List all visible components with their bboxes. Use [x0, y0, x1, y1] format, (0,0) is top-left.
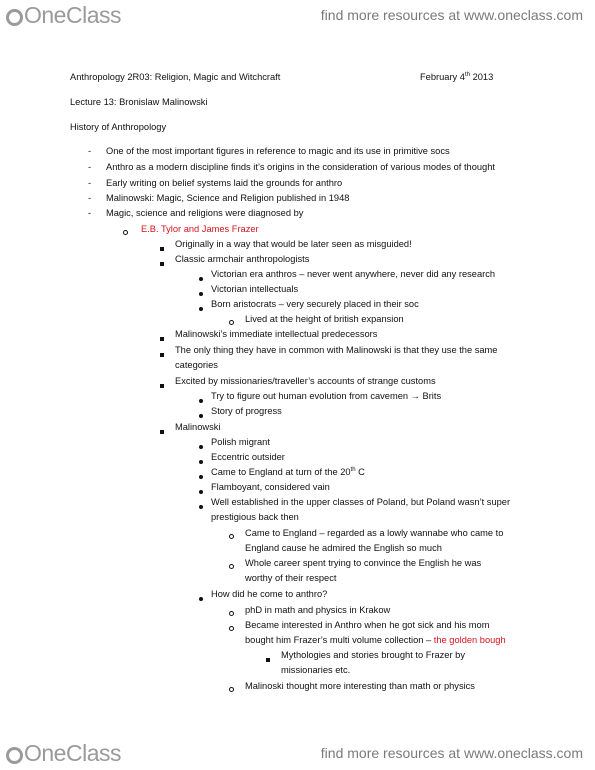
list-item: Malinowski: Magic, Science and Religion published in 1948 — [106, 193, 350, 203]
dash-bullet — [88, 146, 91, 157]
list-item: Came to England – regarded as a lowly wannabe who came to — [245, 528, 504, 538]
list-item-continued: prestigious back then — [211, 512, 299, 522]
list-item: Well established in the upper classes of Poland, but Poland wasn’t super — [211, 497, 511, 507]
list-item: The only thing they have in common with Malinowski is that they use the same — [175, 345, 498, 355]
logo-text: OneClass — [24, 2, 121, 28]
dot-bullet-icon — [199, 410, 203, 421]
list-item-continued: categories — [175, 360, 218, 370]
square-bullet-icon — [160, 258, 164, 269]
list-item: Early writing on belief systems laid the grounds for anthro — [106, 178, 343, 188]
list-item: Lived at the height of british expansion — [245, 314, 404, 324]
dot-bullet-icon — [199, 288, 203, 299]
square-bullet-icon — [160, 380, 164, 391]
list-item: phD in math and physics in Krakow — [245, 605, 391, 615]
list-item: Flamboyant, considered vain — [211, 482, 330, 492]
list-item: Mythologies and stories brought to Frazer by — [281, 650, 465, 660]
list-item: Magic, science and religions were diagnosed by — [106, 208, 304, 218]
logo-ring-icon — [6, 9, 23, 26]
list-item: Whole career spent trying to convince the English he was — [245, 558, 482, 568]
circle-bullet-icon — [229, 531, 234, 542]
footer-tagline[interactable]: find more resources at www.oneclass.com — [320, 745, 583, 761]
dot-bullet-icon — [199, 441, 203, 452]
list-item: Classic armchair anthropologists — [175, 254, 310, 264]
dash-bullet — [88, 193, 91, 204]
list-item: Came to England at turn of the 20th C — [211, 467, 365, 477]
list-item: Malinoski thought more interesting than math or physics — [245, 681, 475, 691]
square-bullet-icon — [266, 654, 270, 665]
logo-text: OneClass — [24, 740, 121, 766]
list-item: Eccentric outsider — [211, 452, 285, 462]
square-bullet-icon — [160, 349, 164, 360]
dot-bullet-icon — [199, 273, 203, 284]
lecture-date: February 4th 2013 — [420, 72, 494, 82]
list-item: Try to figure out human evolution from cavemen → Brits — [211, 391, 442, 401]
list-item-highlight: E.B. Tylor and James Frazer — [141, 224, 259, 234]
square-bullet-icon — [160, 243, 164, 254]
circle-bullet-icon — [229, 317, 234, 328]
dash-bullet — [88, 178, 91, 189]
list-item-continued: England cause he admired the English so much — [245, 543, 442, 553]
course-title: Anthropology 2R03: Religion, Magic and Witchcraft — [70, 72, 281, 82]
list-item: Born aristocrats – very securely placed in their soc — [211, 299, 419, 309]
list-item: One of the most important figures in reference to magic and its use in primitive socs — [106, 146, 450, 156]
golden-bough-highlight: the golden bough — [433, 635, 506, 645]
dot-bullet-icon — [199, 303, 203, 314]
square-bullet-icon — [160, 426, 164, 437]
list-item: Polish migrant — [211, 437, 270, 447]
dot-bullet-icon — [199, 486, 203, 497]
list-item-continued: missionaries etc. — [281, 665, 351, 675]
circle-bullet-icon — [123, 227, 128, 238]
list-item: Malinowski’s immediate intellectual predecessors — [175, 329, 378, 339]
lecture-title: Lecture 13: Bronislaw Malinowski — [70, 97, 208, 107]
section-heading: History of Anthropology — [70, 122, 167, 132]
circle-bullet-icon — [229, 608, 234, 619]
list-item: Malinowski — [175, 422, 221, 432]
dot-bullet-icon — [199, 593, 203, 604]
dot-bullet-icon — [199, 395, 203, 406]
list-item: How did he come to anthro? — [211, 589, 328, 599]
oneclass-logo[interactable] — [6, 2, 121, 29]
circle-bullet-icon — [229, 623, 234, 634]
list-item: Victorian era anthros – never went anywhere, never did any research — [211, 269, 496, 279]
circle-bullet-icon — [229, 561, 234, 572]
dash-bullet — [88, 162, 91, 173]
list-item: Story of progress — [211, 406, 282, 416]
circle-bullet-icon — [229, 684, 234, 695]
dash-bullet — [88, 208, 91, 219]
dot-bullet-icon — [199, 501, 203, 512]
dot-bullet-icon — [199, 471, 203, 482]
list-item: Became interested in Anthro when he got sick and his mom — [245, 620, 490, 630]
list-item: Victorian intellectuals — [211, 284, 299, 294]
list-item: Originally in a way that would be later seen as misguided! — [175, 239, 412, 249]
dot-bullet-icon — [199, 456, 203, 467]
list-item-continued: bought him Frazer’s multi volume collection – the golden bough — [245, 635, 506, 645]
page-footer — [0, 738, 595, 768]
header-tagline[interactable]: find more resources at www.oneclass.com — [320, 7, 583, 23]
list-item: Anthro as a modern discipline finds it’s origins in the consideration of various modes of thought — [106, 162, 495, 172]
logo-ring-icon — [6, 747, 23, 764]
oneclass-logo[interactable] — [6, 740, 121, 767]
square-bullet-icon — [160, 333, 164, 344]
list-item-continued: worthy of their respect — [245, 573, 337, 583]
page-header — [0, 0, 595, 30]
list-item: Excited by missionaries/traveller’s accounts of strange customs — [175, 376, 436, 386]
